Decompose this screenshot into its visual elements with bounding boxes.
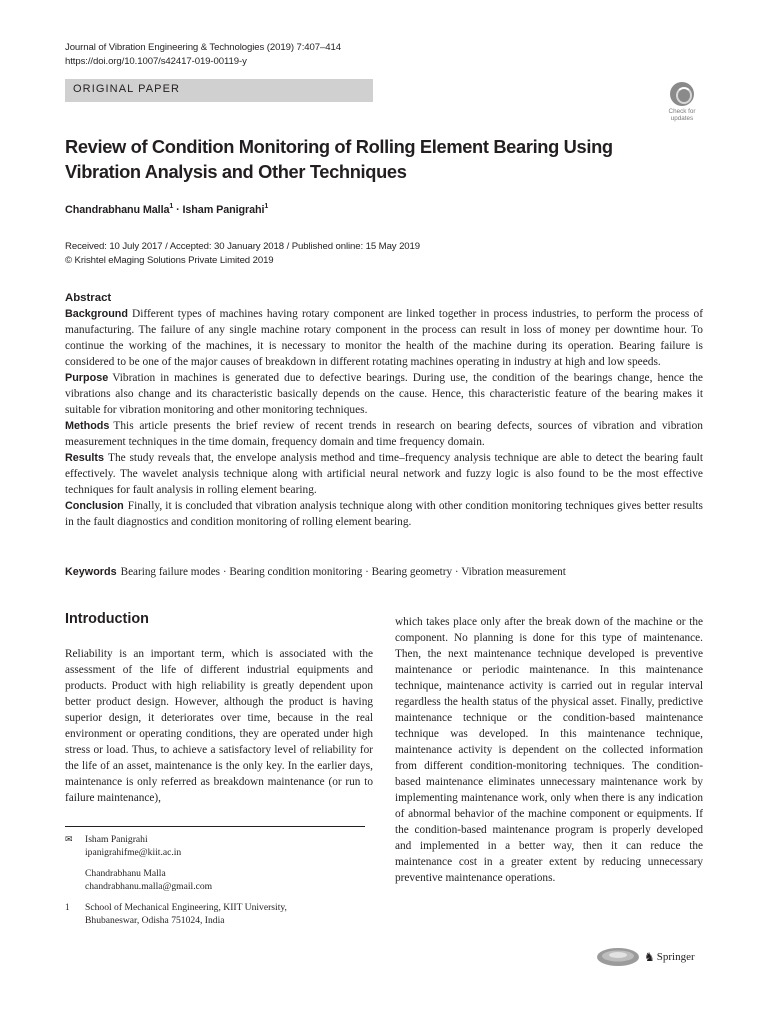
copyright-line: © Krishtel eMaging Solutions Private Limited 2019 — [65, 255, 274, 266]
author-list — [65, 203, 268, 216]
abstract-section-label: Results — [65, 452, 105, 464]
abstract-section-label: Methods — [65, 420, 110, 432]
affiliation-number: 1 — [65, 902, 70, 912]
coauthor-email[interactable]: chandrabhanu.malla@gmail.com — [85, 881, 213, 892]
check-updates-icon — [670, 82, 694, 106]
author-name[interactable]: Isham Panigrahi — [182, 204, 265, 216]
abstract — [65, 290, 703, 530]
contact-email[interactable]: ipanigrahifme@kiit.ac.in — [85, 847, 182, 858]
dates-line: Received: 10 July 2017 / Accepted: 30 January 2018 / Published online: 15 May 2019 — [65, 241, 421, 252]
springer-horse-icon: ♞ — [644, 949, 655, 964]
abstract-purpose — [65, 370, 703, 418]
keywords — [65, 566, 566, 578]
article-type-banner — [65, 79, 373, 102]
check-for-updates-badge[interactable] — [661, 82, 703, 124]
abstract-section-text: Different types of machines having rotary component are linked together in process industries, to perform the process of manufacturing. The failure of any single machine rotary component in the process can result in loss of money per downtime hour. To continue the working of the machines, it is necessary to monitor the health of the machine during its operation. Bearing failure is considered to be one of the major causes of breakdown in different rotating machines operating in industry at high and low speeds. — [65, 308, 703, 368]
envelope-icon: ✉ — [65, 834, 73, 844]
keywords-text: Bearing failure modes · Bearing condition monitoring · Bearing geometry · Vibration measurement — [120, 566, 566, 578]
affiliation-line: Bhubaneswar, Odisha 751024, India — [85, 915, 225, 926]
abstract-section-text: Vibration in machines is generated due to defective bearings. During use, the condition of the bearings change, hence the vibrations also change and its characteristic basically depends on the cause. Hence, this characteristic feature of the bearing makes it suitable for vibration monitoring and other monitoring techniques. — [65, 372, 703, 416]
author-separator: · — [173, 204, 183, 216]
abstract-section-label: Background — [65, 308, 128, 320]
abstract-results — [65, 450, 703, 498]
springer-emblem-icon — [596, 944, 640, 970]
publisher-name: Springer — [656, 951, 695, 963]
journal-citation — [65, 41, 341, 69]
abstract-methods — [65, 418, 703, 450]
abstract-section-text: The study reveals that, the envelope analysis method and time–frequency analysis technique are able to detect the bearing fault effectively. The wavelet analysis technique along with artificial neural network and fuzzy logic is also found to be the most effective techniques for fault analysis in rolling element bearing. — [65, 452, 703, 496]
journal-line: Journal of Vibration Engineering & Technologies (2019) 7:407–414 — [65, 42, 341, 53]
keywords-label: Keywords — [65, 566, 117, 578]
abstract-section-label: Purpose — [65, 372, 109, 384]
affiliation-line: School of Mechanical Engineering, KIIT University, — [85, 902, 287, 913]
introduction-left-column: Reliability is an important term, which is associated with the assessment of the life of different industrial equipments and products. Product with high reliability is greatly dependent upon better product design. However, although the product is having superior design, it deteriorates over time, because in the real environment or operating conditions, they are operated under high stress or load. Thus, to achieve a satisfactory level of reliability for the life of an asset, maintenance is the only key. In the earlier days, maintenance is only referred as breakdown maintenance (or run to failure maintenance), — [65, 648, 373, 804]
doi-link[interactable]: https://doi.org/10.1007/s42417-019-00119-y — [65, 56, 247, 67]
contact-name: Isham Panigrahi — [85, 834, 148, 845]
introduction-heading: Introduction — [65, 611, 149, 627]
affiliation-marker: 1 — [264, 203, 269, 210]
coauthor-name: Chandrabhanu Malla — [85, 868, 166, 879]
article-title: Review of Condition Monitoring of Rolling Element Bearing Using Vibration Analysis and Other Techniques — [65, 136, 613, 182]
abstract-section-text: This article presents the brief review of recent trends in research on bearing defects, sources of vibration and vibration measurement techniques in the time domain, frequency domain and time frequency domain. — [65, 420, 703, 448]
corresponding-author — [65, 833, 365, 893]
publication-history — [65, 240, 420, 268]
author-name[interactable]: Chandrabhanu Malla — [65, 204, 170, 216]
footnotes — [65, 826, 365, 927]
abstract-conclusion — [65, 498, 703, 530]
publisher-logo — [596, 944, 695, 970]
abstract-section-label: Conclusion — [65, 500, 124, 512]
check-updates-label: Check for updates — [668, 108, 696, 122]
article-type-label: ORIGINAL PAPER — [73, 83, 181, 95]
introduction-right-column: which takes place only after the break down of the machine or the component. No planning is done for this type of maintenance. Then, the next maintenance technique developed is preventive maintenance or periodic maintenance. In this maintenance technique, maintenance activity is carried out in regular interval regardless the health status of the physical asset. Finally, predictive maintenance technique or the condition-based maintenance technique was developed. In this maintenance technique, maintenance activity is dependent on the collected information from different condition-monitoring techniques. The condition-based maintenance eliminates unnecessary maintenance work by implementing maintenance work, only when there is any indication of abnormal behavior of the machine component or equipments. If the condition-based maintenance program is properly developed and implemented in a better way, then it can reduce the maintenance cost in a greater extent by reducing unnecessary preventive maintenance operations. — [395, 616, 703, 884]
springer-wordmark — [644, 950, 695, 965]
abstract-background — [65, 306, 703, 370]
abstract-section-text: Finally, it is concluded that vibration analysis technique along with other condition monitoring techniques gives better results in the fault diagnostics and condition monitoring of rolling element bearing. — [65, 500, 703, 528]
affiliation — [65, 901, 365, 927]
affiliation-marker: 1 — [169, 203, 174, 210]
abstract-heading: Abstract — [65, 292, 112, 304]
